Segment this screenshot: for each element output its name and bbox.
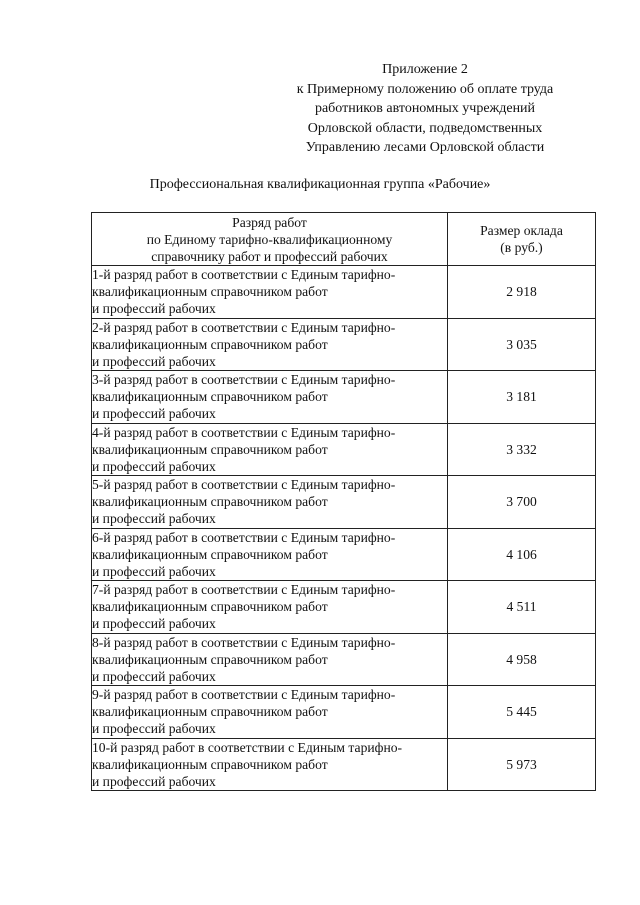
salary-table xyxy=(91,212,596,791)
category-description-line: и профессий рабочих xyxy=(92,773,216,789)
appendix-header xyxy=(260,60,590,158)
salary-value-cell: 4 106 xyxy=(448,528,596,581)
table-header-row xyxy=(92,213,596,266)
category-description-line: квалификационным справочником работ xyxy=(92,704,328,720)
category-description-line: 9-й разряд работ в соответствии с Единым тарифно- xyxy=(92,687,396,703)
category-description-cell xyxy=(92,318,448,371)
table-row xyxy=(92,266,596,319)
appendix-header-line: Приложение 2 xyxy=(382,62,468,77)
category-description-line: 10-й разряд работ в соответствии с Единым тарифно- xyxy=(92,739,403,755)
category-description-line: и профессий рабочих xyxy=(92,301,216,317)
appendix-header-line: Орловской области, подведомственных xyxy=(307,120,543,136)
category-description-cell xyxy=(92,528,448,581)
category-description-line: 2-й разряд работ в соответствии с Единым тарифно- xyxy=(92,319,396,335)
category-description-cell xyxy=(92,633,448,686)
category-description-line: и профессий рабочих xyxy=(92,511,216,527)
salary-value-cell: 4 958 xyxy=(448,633,596,686)
column-header-line: по Единому тарифно-квалификационному xyxy=(146,231,393,247)
column-header-salary xyxy=(448,213,596,266)
category-description-cell xyxy=(92,738,448,791)
salary-value-cell: 3 332 xyxy=(448,423,596,476)
table-row xyxy=(92,581,596,634)
category-description-line: и профессий рабочих xyxy=(92,406,216,422)
column-header-category xyxy=(92,213,448,266)
salary-value-cell: 2 918 xyxy=(448,266,596,319)
appendix-header-line: работников автономных учреждений xyxy=(314,101,536,116)
category-description-line: квалификационным справочником работ xyxy=(92,336,328,352)
table-row xyxy=(92,476,596,529)
category-description-line: квалификационным справочником работ xyxy=(92,441,328,457)
category-description-line: 5-й разряд работ в соответствии с Единым тарифно- xyxy=(92,477,396,493)
category-description-cell xyxy=(92,266,448,319)
category-description-line: 3-й разряд работ в соответствии с Единым тарифно- xyxy=(92,372,396,388)
category-description-line: 6-й разряд работ в соответствии с Единым тарифно- xyxy=(92,529,396,545)
category-description-line: и профессий рабочих xyxy=(92,721,216,737)
table-row xyxy=(92,738,596,791)
salary-value-cell: 3 181 xyxy=(448,371,596,424)
category-description-line: квалификационным справочником работ xyxy=(92,546,328,562)
category-description-line: квалификационным справочником работ xyxy=(92,389,328,405)
category-description-cell xyxy=(92,423,448,476)
appendix-header-line: к Примерному положению об оплате труда xyxy=(296,81,554,97)
category-description-line: квалификационным справочником работ xyxy=(92,599,328,615)
table-row xyxy=(92,371,596,424)
category-description-line: квалификационным справочником работ xyxy=(92,494,328,510)
salary-value-cell: 4 511 xyxy=(448,581,596,634)
category-description-line: и профессий рабочих xyxy=(92,668,216,684)
table-row xyxy=(92,686,596,739)
column-header-line: (в руб.) xyxy=(500,240,543,255)
category-description-line: квалификационным справочником работ xyxy=(92,651,328,667)
column-header-line: справочнику работ и профессий рабочих xyxy=(151,248,388,264)
column-header-line: Разряд работ xyxy=(232,214,307,230)
category-description-line: и профессий рабочих xyxy=(92,616,216,632)
document-title: Профессиональная квалификационная группа «Рабочие» xyxy=(149,177,491,192)
category-description-line: 7-й разряд работ в соответствии с Единым тарифно- xyxy=(92,582,396,598)
salary-value-cell: 5 973 xyxy=(448,738,596,791)
category-description-line: и профессий рабочих xyxy=(92,458,216,474)
salary-value-cell: 3 700 xyxy=(448,476,596,529)
category-description-line: и профессий рабочих xyxy=(92,563,216,579)
category-description-line: и профессий рабочих xyxy=(92,353,216,369)
category-description-line: квалификационным справочником работ xyxy=(92,284,328,300)
category-description-cell xyxy=(92,371,448,424)
table-row xyxy=(92,318,596,371)
column-header-line: Размер оклада xyxy=(480,223,563,238)
category-description-cell xyxy=(92,476,448,529)
salary-value-cell: 5 445 xyxy=(448,686,596,739)
category-description-line: 1-й разряд работ в соответствии с Единым тарифно- xyxy=(92,267,396,283)
appendix-header-line: Управлению лесами Орловской области xyxy=(305,140,545,155)
category-description-line: 4-й разряд работ в соответствии с Единым тарифно- xyxy=(92,424,396,440)
table-row xyxy=(92,528,596,581)
category-description-cell xyxy=(92,581,448,634)
category-description-line: 8-й разряд работ в соответствии с Единым тарифно- xyxy=(92,634,396,650)
category-description-cell xyxy=(92,686,448,739)
category-description-line: квалификационным справочником работ xyxy=(92,756,328,772)
table-row xyxy=(92,423,596,476)
table-row xyxy=(92,633,596,686)
salary-value-cell: 3 035 xyxy=(448,318,596,371)
